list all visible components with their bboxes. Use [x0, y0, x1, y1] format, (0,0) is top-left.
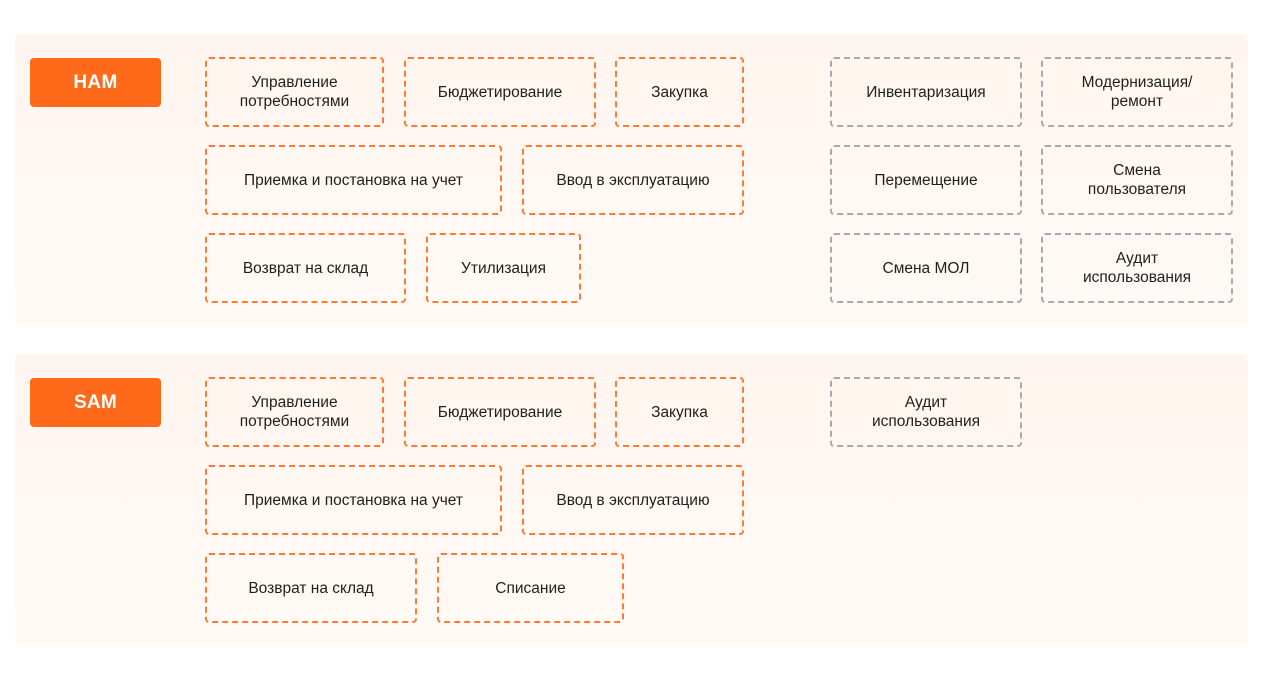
ham-step-needs-management: Управление потребностями	[205, 57, 384, 127]
ham-step-procurement: Закупка	[615, 57, 744, 127]
sam-step-acceptance: Приемка и постановка на учет	[205, 465, 502, 535]
ham-label: HAM	[30, 58, 161, 107]
ham-op-mol-change: Смена МОЛ	[830, 233, 1022, 303]
ham-step-disposal: Утилизация	[426, 233, 581, 303]
ham-op-usage-audit: Аудит использования	[1041, 233, 1233, 303]
sam-step-return-to-warehouse: Возврат на склад	[205, 553, 417, 623]
sam-step-needs-management: Управление потребностями	[205, 377, 384, 447]
ham-step-budgeting: Бюджетирование	[404, 57, 596, 127]
ham-step-acceptance: Приемка и постановка на учет	[205, 145, 502, 215]
sam-step-procurement: Закупка	[615, 377, 744, 447]
sam-step-budgeting: Бюджетирование	[404, 377, 596, 447]
ham-op-relocation: Перемещение	[830, 145, 1022, 215]
ham-step-return-to-warehouse: Возврат на склад	[205, 233, 406, 303]
ham-op-user-change: Смена пользователя	[1041, 145, 1233, 215]
sam-panel	[15, 354, 1248, 646]
ham-step-commissioning: Ввод в эксплуатацию	[522, 145, 744, 215]
sam-op-usage-audit: Аудит использования	[830, 377, 1022, 447]
sam-step-write-off: Списание	[437, 553, 624, 623]
sam-label: SAM	[30, 378, 161, 427]
ham-op-inventory: Инвентаризация	[830, 57, 1022, 127]
ham-op-modernization: Модернизация/ ремонт	[1041, 57, 1233, 127]
ham-panel	[15, 34, 1248, 326]
sam-step-commissioning: Ввод в эксплуатацию	[522, 465, 744, 535]
